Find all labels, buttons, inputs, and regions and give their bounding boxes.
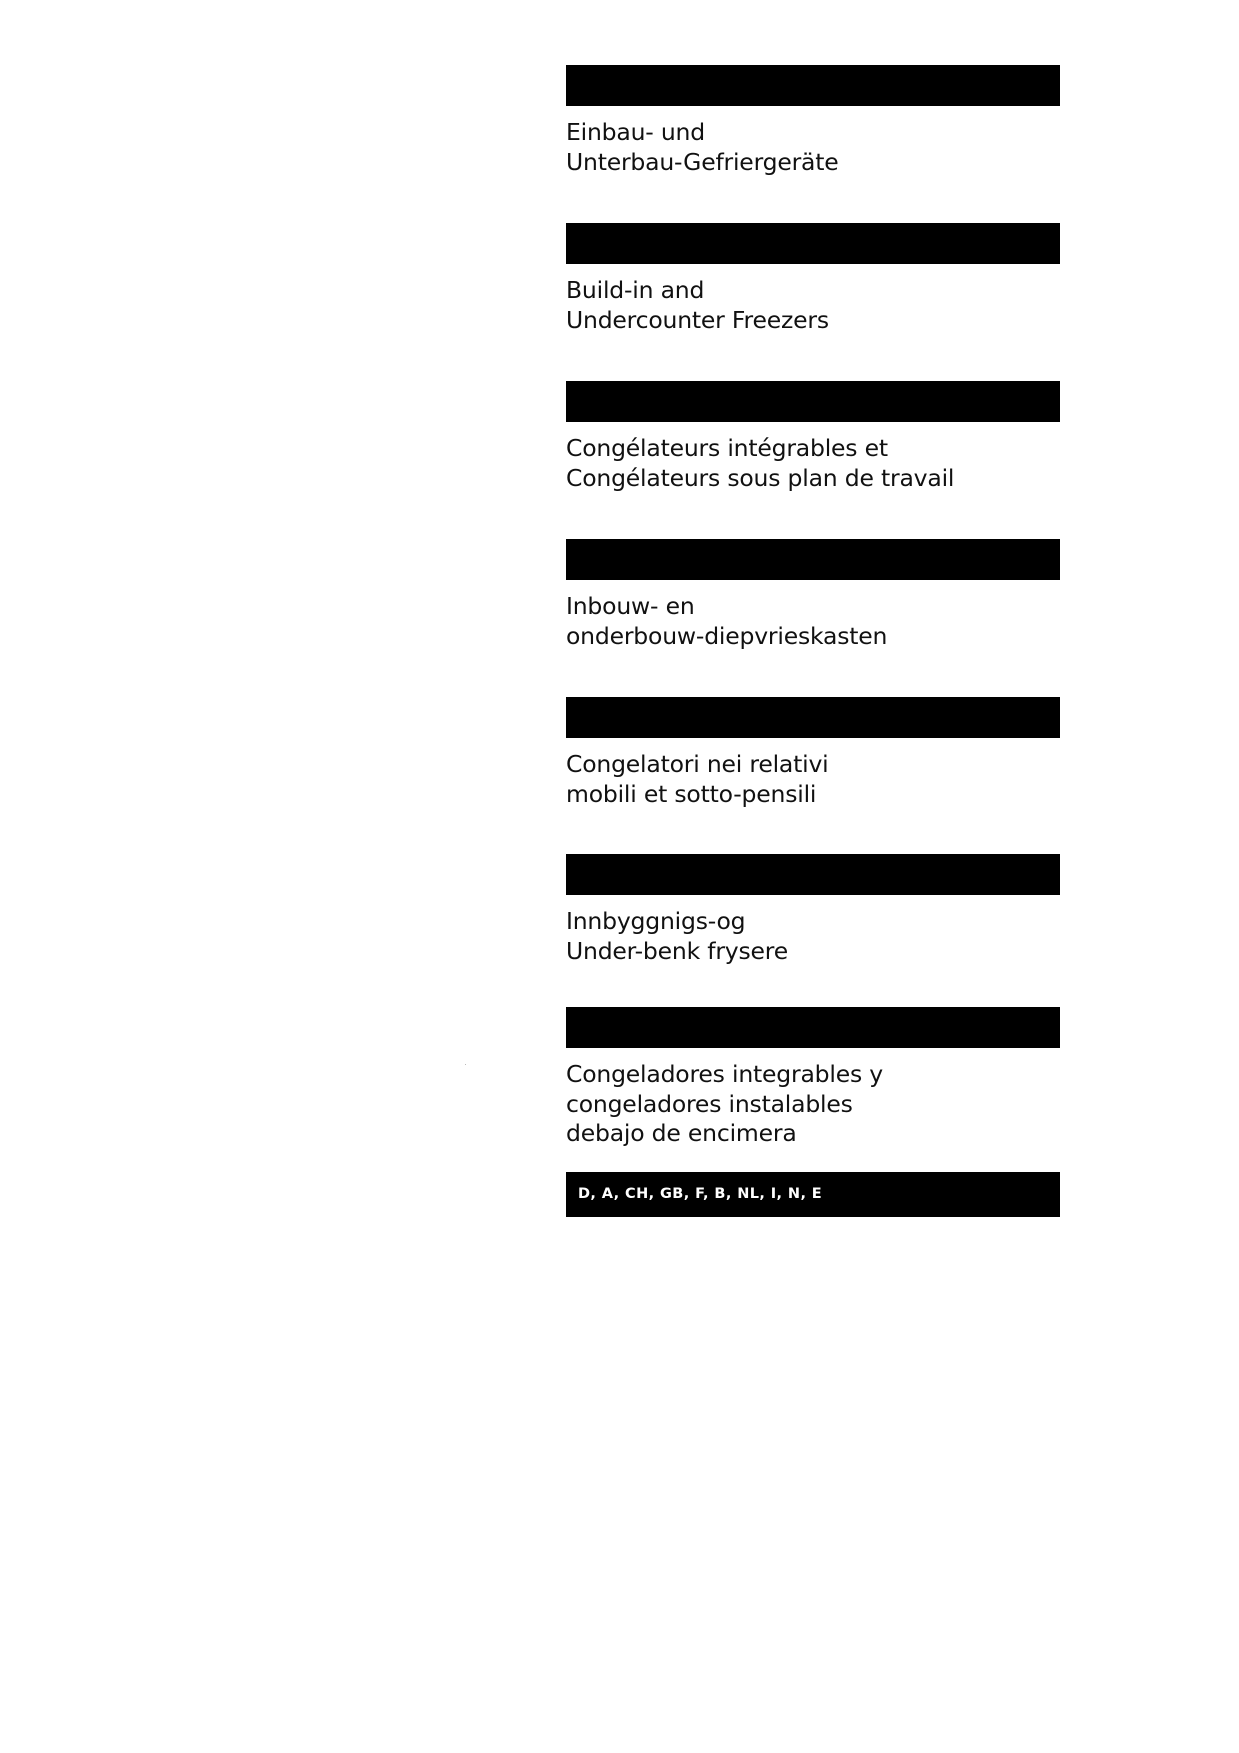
title-line: Undercounter Freezers (566, 305, 829, 334)
section-title-german (566, 118, 1060, 177)
title-line: Einbau- und (566, 118, 705, 146)
section-german (566, 65, 1060, 177)
section-spanish (566, 1007, 1060, 1149)
section-norwegian (566, 854, 1060, 966)
title-line: debajo de encimera (566, 1119, 797, 1147)
black-bar (566, 697, 1060, 738)
country-codes-bar: D, A, CH, GB, F, B, NL, I, N, E (566, 1172, 1060, 1217)
section-french (566, 381, 1060, 493)
title-line: mobili et sotto-pensili (566, 779, 817, 808)
section-english (566, 223, 1060, 335)
black-bar (566, 1007, 1060, 1048)
title-line: Under-benk frysere (566, 936, 789, 965)
black-bar (566, 381, 1060, 422)
title-line: congeladores instalables (566, 1089, 853, 1118)
black-bar (566, 854, 1060, 895)
title-line: Inbouw- en (566, 592, 695, 620)
section-title-english (566, 276, 1060, 335)
section-title-norwegian (566, 907, 1060, 966)
title-line: Unterbau-Gefriergeräte (566, 147, 839, 176)
section-italian (566, 697, 1060, 809)
section-title-italian (566, 750, 1060, 809)
title-line: onderbouw-diepvrieskasten (566, 621, 888, 650)
section-title-french (566, 434, 1060, 493)
black-bar (566, 539, 1060, 580)
title-line: Congeladores integrables y (566, 1060, 883, 1088)
black-bar (566, 65, 1060, 106)
section-title-dutch (566, 592, 1060, 651)
title-line: Build-in and (566, 276, 705, 304)
scan-speck (465, 1064, 466, 1065)
section-title-spanish (566, 1060, 1060, 1149)
title-line: Congelatori nei relativi (566, 750, 829, 778)
section-dutch (566, 539, 1060, 651)
title-line: Congélateurs sous plan de travail (566, 463, 955, 492)
black-bar (566, 223, 1060, 264)
title-line: Congélateurs intégrables et (566, 434, 888, 462)
title-line: Innbyggnigs-og (566, 907, 746, 935)
